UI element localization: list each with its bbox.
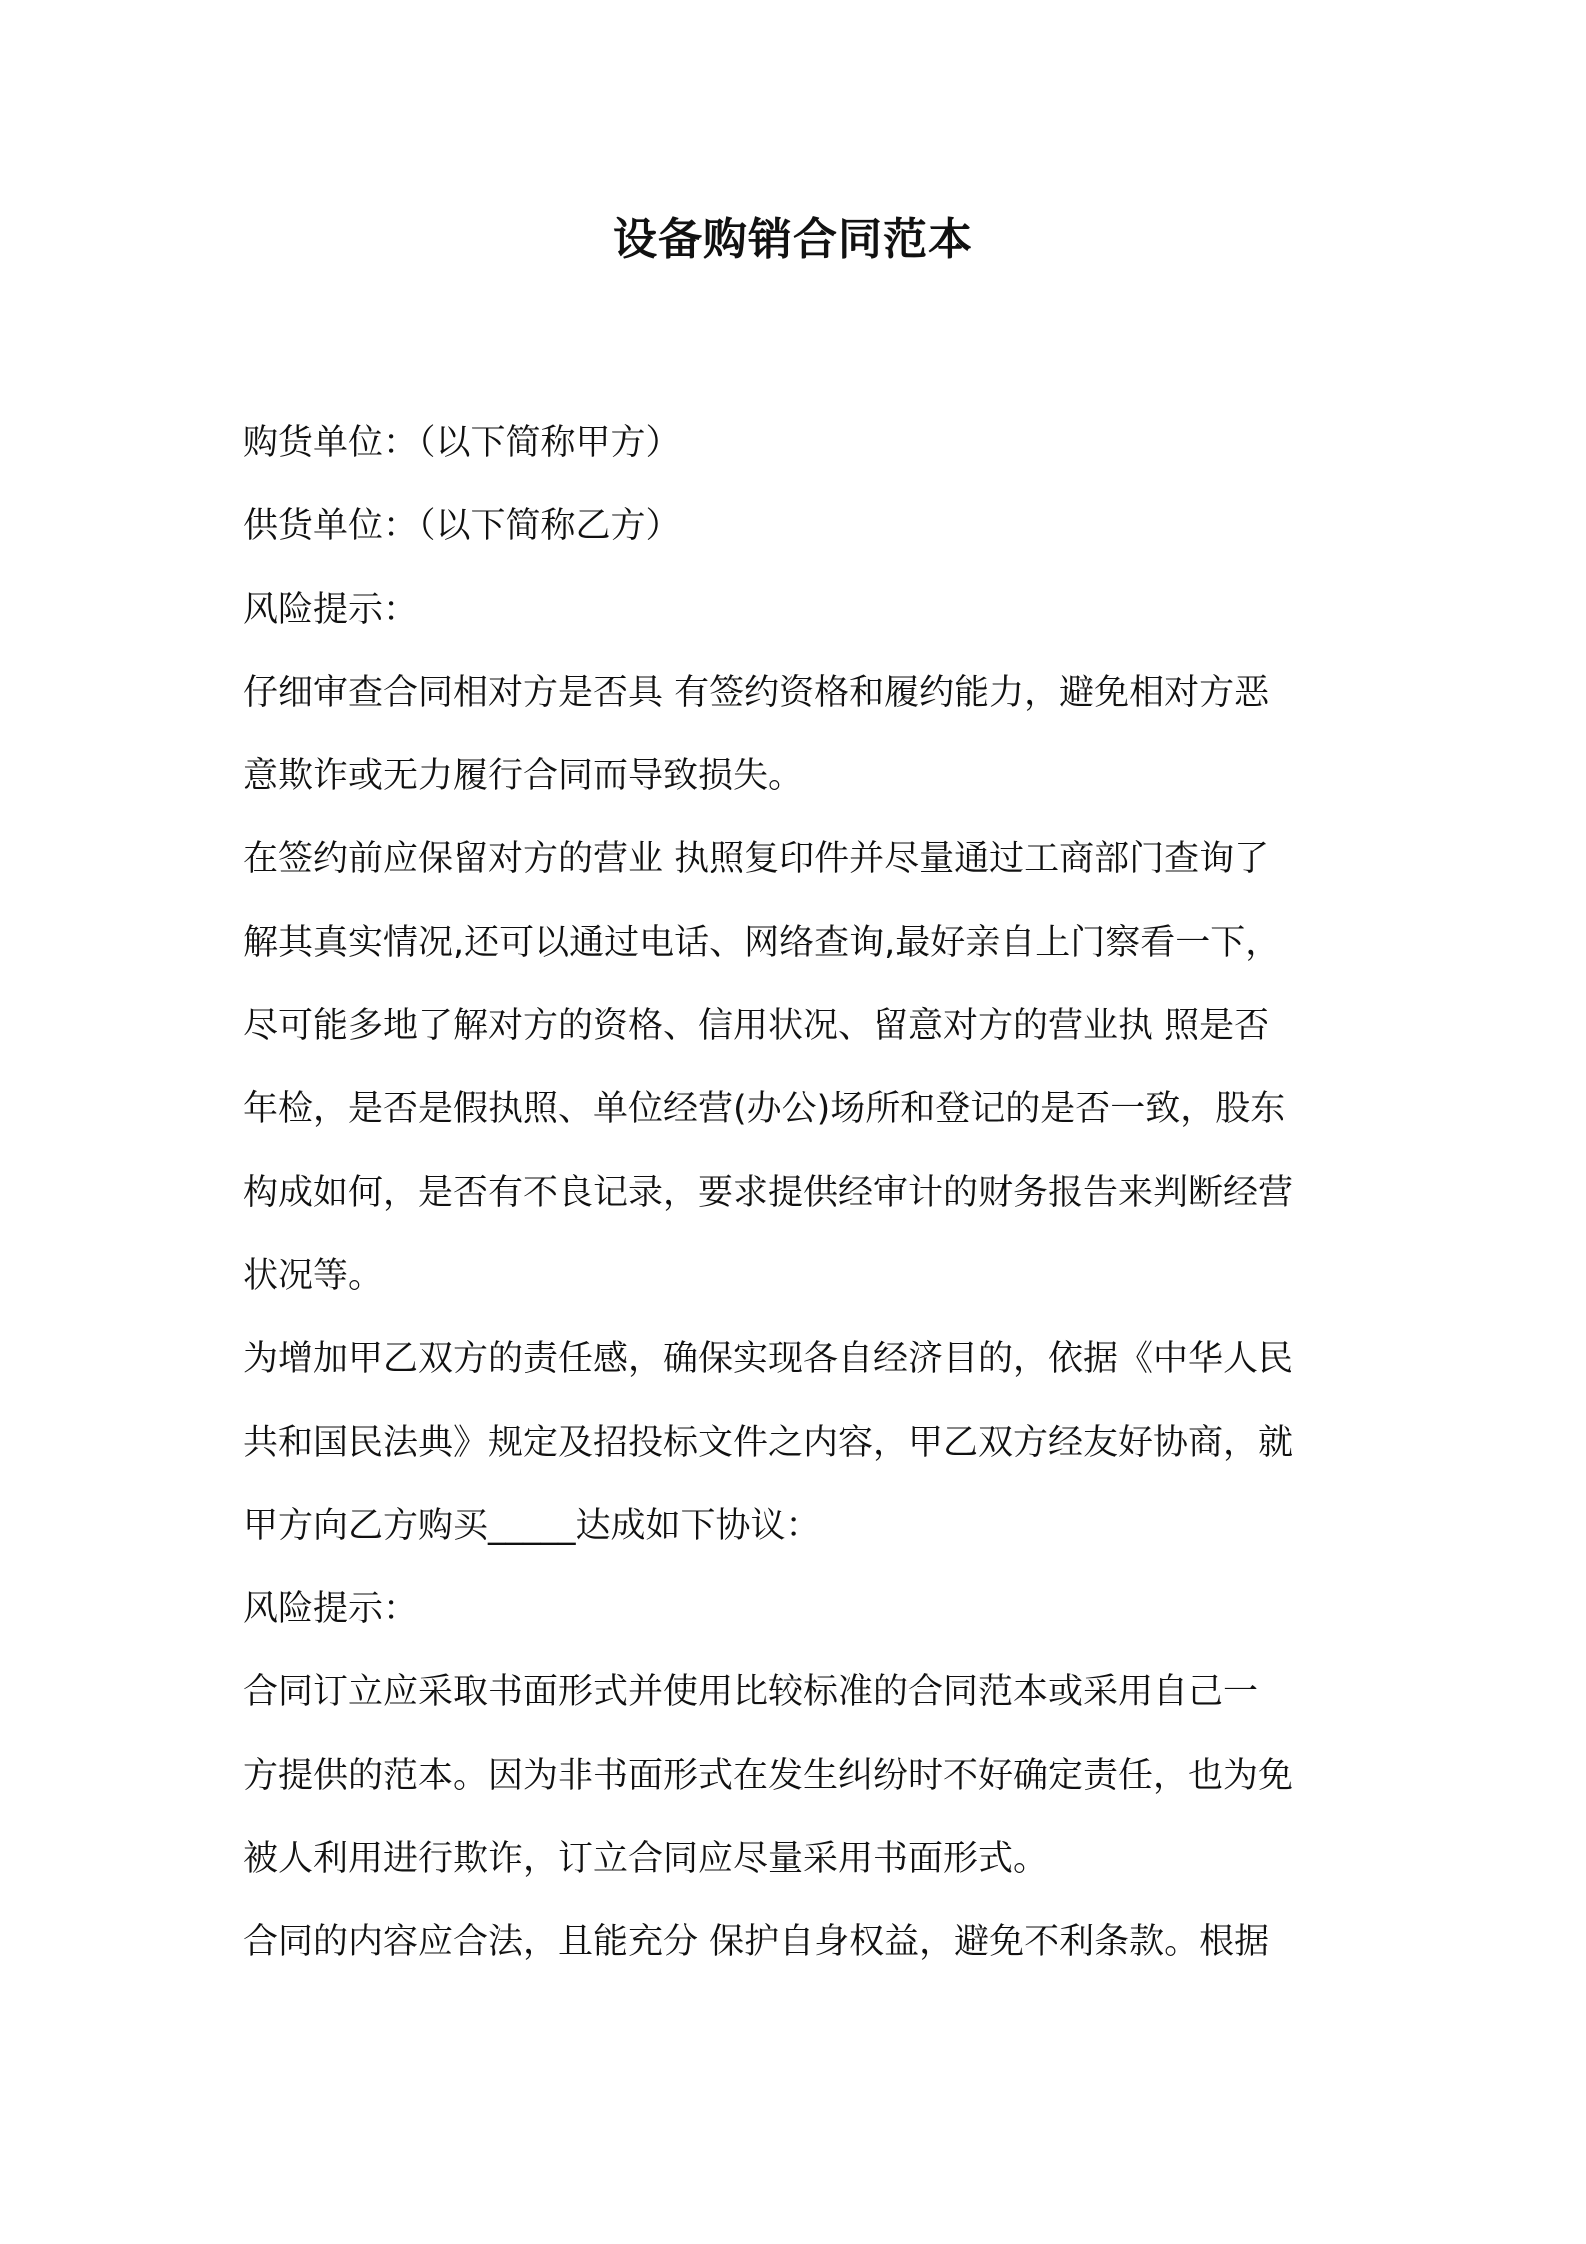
text-line: 合同的内容应合法，且能充分 保护自身权益，避免不利条款。根据 <box>243 1922 1270 1963</box>
text-line: 为增加甲乙双方的责任感，确保实现各自经济目的，依据《中华人民 <box>243 1339 1294 1380</box>
text-line: 共和国民法典》规定及招投标文件之内容，甲乙双方经友好协商，就 <box>243 1422 1294 1463</box>
text-line: 被人利用进行欺诈，订立合同应尽量采用书面形式。 <box>243 1839 1049 1880</box>
text-line: 在签约前应保留对方的营业 执照复印件并尽量通过工商部门查询了 <box>243 839 1270 880</box>
text-line: 解其真实情况,还可以通过电话、网络查询,最好亲自上门察看一下， <box>243 922 1281 963</box>
text-line: 供货单位：（以下简称乙方） <box>243 506 681 547</box>
text-line: 仔细审查合同相对方是否具 有签约资格和履约能力，避免相对方恶 <box>243 672 1270 713</box>
text-line: 意欺诈或无力履行合同而导致损失。 <box>243 756 804 797</box>
text-line: 合同订立应采取书面形式并使用比较标准的合同范本或采用自己一 <box>243 1672 1259 1713</box>
text-line: 尽可能多地了解对方的资格、信用状况、留意对方的营业执 照是否 <box>243 1006 1270 1047</box>
text-line: 甲方向乙方购买_____达成如下协议： <box>243 1505 821 1546</box>
text-line: 风险提示： <box>243 1589 419 1630</box>
document-title: 设备购销合同范本 <box>613 214 973 265</box>
document-body <box>243 402 1353 1985</box>
text-line: 构成如何，是否有不良记录，要求提供经审计的财务报告来判断经营 <box>243 1172 1294 1213</box>
text-line: 方提供的范本。因为非书面形式在发生纠纷时不好确定责任，也为免 <box>243 1755 1294 1796</box>
text-line: 年检，是否是假执照、单位经营(办公)场所和登记的是否一致，股东 <box>243 1089 1286 1130</box>
text-line: 购货单位：（以下简称甲方） <box>243 423 681 463</box>
text-line: 风险提示： <box>243 589 419 630</box>
text-line: 状况等。 <box>243 1255 384 1296</box>
